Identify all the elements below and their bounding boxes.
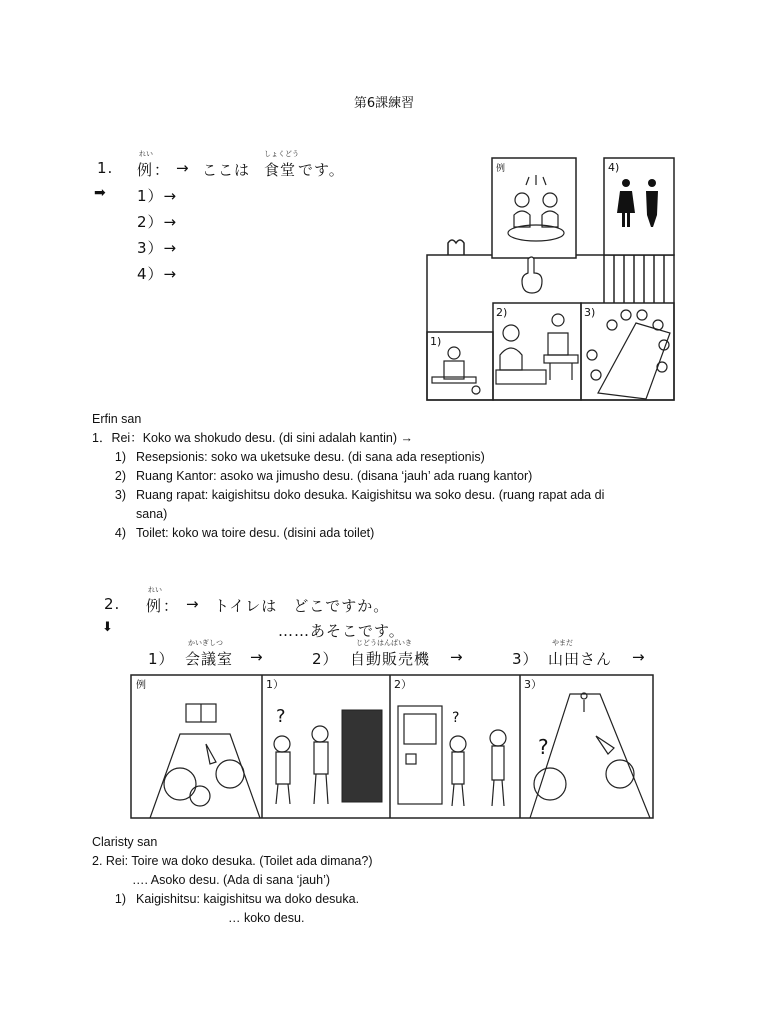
answers1-item-num: 4) <box>114 526 126 540</box>
ex2-item-ruby: じどうはんばいき <box>356 639 412 647</box>
ex1-panel-label: 2) <box>496 306 508 319</box>
ex1-example-ruby: れい <box>139 150 153 158</box>
ex2-colon: ： <box>163 597 180 615</box>
ex2-panel-label: 例 <box>136 680 146 691</box>
answers1-section <box>92 410 692 543</box>
ex2-panel-label: 2） <box>394 678 412 691</box>
ex2-item-word: 会議室 <box>185 650 234 668</box>
ex1-item: 2）→ <box>137 213 178 231</box>
answers1-item <box>92 467 692 486</box>
answers1-name: Erfin san <box>92 412 142 426</box>
ex2-down-arrow-icon: ⬇ <box>102 620 114 635</box>
svg-text:?: ? <box>538 735 549 759</box>
ex2-item-ruby: かいぎしつ <box>188 639 223 647</box>
ex1-example-tail: です。 <box>298 161 345 179</box>
ex1-example-label: 例 <box>137 161 154 179</box>
answers1-item-text: Ruang rapat: kaigishitsu doko desuka. Kaigishitsu wa soko desu. (ruang rapat ada di <box>136 488 605 502</box>
ex2-panel-label: 3） <box>524 678 542 691</box>
answers1-item-text: sana) <box>136 507 168 521</box>
ex1-example-sentence: ここは <box>202 161 251 179</box>
ex2-example-label: 例 <box>146 597 163 615</box>
ex2-item-word: 山田さん <box>548 650 613 668</box>
ex2-example-ruby: れい <box>148 586 162 594</box>
ex2-item-ruby: やまだ <box>552 639 573 647</box>
svg-text:?: ? <box>276 706 286 727</box>
ex1-pointer-icon: ➡ <box>94 185 107 201</box>
ex2-item-arrow: → <box>450 648 464 666</box>
ex1-item: 1）→ <box>137 187 178 205</box>
exercise2-figure <box>92 582 668 822</box>
ex2-item-num: 1） <box>148 650 175 668</box>
answers2-item <box>92 890 692 909</box>
ex2-item-arrow: → <box>250 648 264 666</box>
ex2-panel-label: 1） <box>266 678 284 691</box>
ex2-arrow: → <box>186 595 200 613</box>
ex2-item-num: 3） <box>512 650 539 668</box>
answers1-item-num: 3) <box>114 488 126 502</box>
answers1-item <box>92 448 692 467</box>
svg-text:?: ? <box>452 710 460 726</box>
answers1-item <box>92 486 692 505</box>
answers2-section <box>92 833 692 928</box>
ex1-noun-ruby: しょくどう <box>264 150 299 158</box>
answers1-main-line: 1．Rei：Koko wa shokudo desu. (di sini adalah kantin) → <box>92 431 414 445</box>
answers1-item <box>92 524 692 543</box>
ex2-question: トイレは どこですか。 <box>214 597 390 615</box>
ex1-floorplan-illustration <box>426 155 676 401</box>
ex2-number: 2. <box>104 595 121 613</box>
ex1-number: 1. <box>97 159 114 177</box>
answers1-item-text: Toilet: koko wa toire desu. (disini ada toilet) <box>136 526 375 540</box>
answers1-item-num: 1) <box>114 450 126 464</box>
page-title: 第6課練習 <box>353 96 415 111</box>
ex1-example-noun: 食堂 <box>264 161 297 179</box>
ex1-item: 3）→ <box>137 239 178 257</box>
ex2-item-num: 2） <box>312 650 339 668</box>
ex1-panel-label: 3) <box>584 306 596 319</box>
ex1-item: 4）→ <box>137 265 178 283</box>
ex1-panel-label: 例 <box>496 164 506 174</box>
answers2-item-num: 1) <box>114 892 126 906</box>
ex1-colon: ： <box>154 161 171 179</box>
ex2-item-word: 自動販売機 <box>350 650 431 668</box>
ex2-panels-illustration <box>130 674 656 820</box>
answers1-item <box>92 505 692 524</box>
answers1-item-text: Resepsionis: soko wa uketsuke desu. (di sana ada reseptionis) <box>136 450 485 464</box>
answers1-item-num <box>92 505 136 524</box>
ex2-answer: ……あそこです。 <box>278 622 405 640</box>
answers1-item-text: Ruang Kantor: asoko wa jimusho desu. (disana ‘jauh’ ada ruang kantor) <box>136 469 533 483</box>
ex1-panel-label: 4) <box>608 161 620 174</box>
answers2-item-text: Kaigishitsu: kaigishitsu wa doko desuka. <box>136 892 360 906</box>
ex1-panel-label: 1) <box>430 335 442 348</box>
answers2-item-answer: … koko desu. <box>228 911 305 925</box>
answers2-line2: …. Asoko desu. (Ada di sana ‘jauh’) <box>132 873 331 887</box>
exercise1-figure <box>92 145 678 401</box>
answers2-line1: 2. Rei: Toire wa doko desuka. (Toilet ada dimana?) <box>92 854 373 868</box>
ex1-arrow: → <box>176 159 190 177</box>
answers1-item-num: 2) <box>114 469 126 483</box>
answers2-name: Claristy san <box>92 835 158 849</box>
ex2-item-arrow: → <box>632 648 646 666</box>
